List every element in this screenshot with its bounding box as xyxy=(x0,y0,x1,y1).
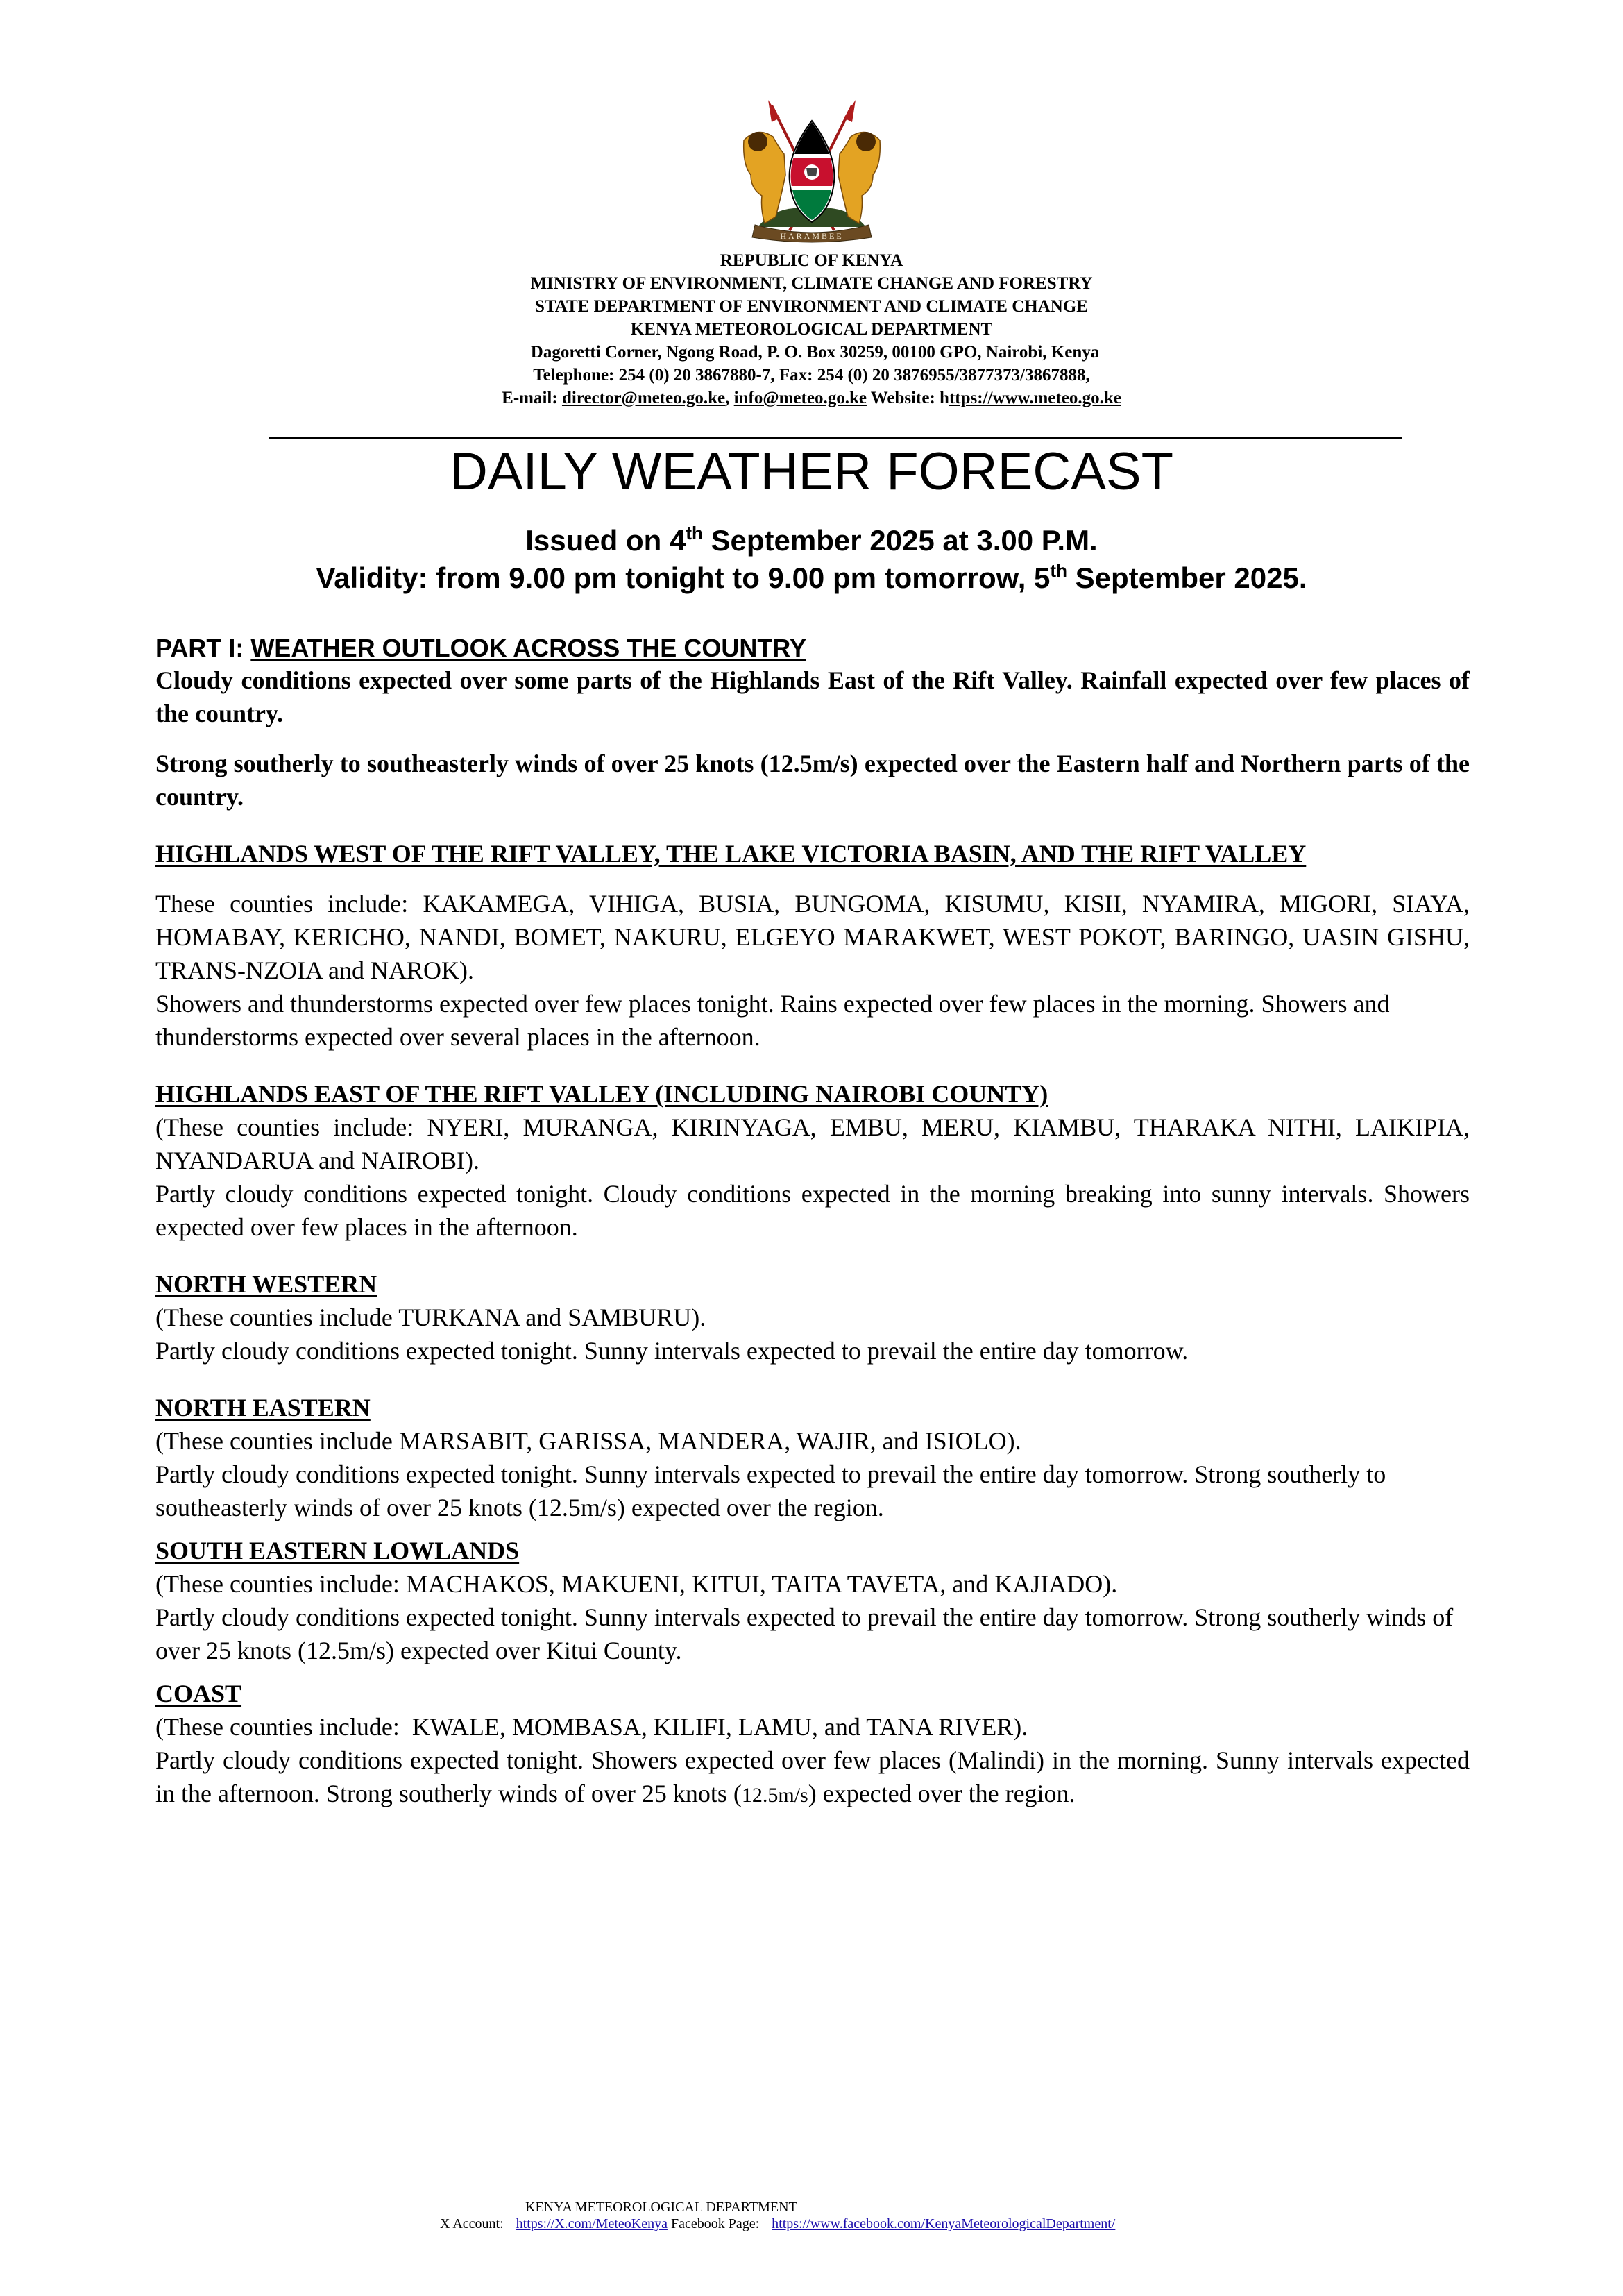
department-name: KENYA METEOROLOGICAL DEPARTMENT xyxy=(630,320,993,339)
region-counties: (These counties include: KWALE, MOMBASA, KILIFI, LAMU, and TANA RIVER). xyxy=(155,1713,1028,1741)
validity-ordinal: th xyxy=(1050,560,1067,581)
region-title: HIGHLANDS WEST OF THE RIFT VALLEY, THE LAKE VICTORIA BASIN, AND THE RIFT VALLEY xyxy=(155,840,1307,868)
region-title: NORTH WESTERN xyxy=(155,1270,377,1298)
region-coast xyxy=(155,1677,1470,1812)
ministry-name: MINISTRY OF ENVIRONMENT, CLIMATE CHANGE AND FORESTRY xyxy=(530,274,1093,293)
part-label: PART I: xyxy=(155,634,251,662)
validity-suffix: September 2025. xyxy=(1067,562,1307,594)
email-info-link[interactable]: info@meteo.go.ke xyxy=(733,389,867,407)
email-director-link[interactable]: director@meteo.go.ke xyxy=(561,389,726,407)
issue-info xyxy=(0,522,1623,597)
validity-prefix: Validity: from 9.00 pm tonight to 9.00 pm tomorrow, 5 xyxy=(316,562,1051,594)
region-highlands-west xyxy=(155,837,1470,1054)
region-north-eastern xyxy=(155,1391,1470,1524)
footer-social-links xyxy=(440,2215,1115,2232)
part-heading xyxy=(155,633,1470,664)
country-name: REPUBLIC OF KENYA xyxy=(720,251,903,270)
state-department-name: STATE DEPARTMENT OF ENVIRONMENT AND CLIMATE CHANGE xyxy=(535,297,1088,316)
region-counties: (These counties include TURKANA and SAMBURU). xyxy=(155,1303,706,1331)
website-label: Website: h xyxy=(866,389,949,407)
part-title: WEATHER OUTLOOK ACROSS THE COUNTRY xyxy=(250,634,806,662)
region-title: NORTH EASTERN xyxy=(155,1394,371,1421)
issued-line xyxy=(0,522,1623,559)
forecast-text-end: ) expected over the region. xyxy=(808,1780,1076,1807)
region-forecast: Showers and thunderstorms expected over few places tonight. Rains expected over few places in the morning. Showers and thunderstorms expected over several places in the afternoon. xyxy=(155,990,1390,1051)
region-forecast: Partly cloudy conditions expected tonight. Sunny intervals expected to prevail the entire day tomorrow. Strong southerly to southeasterly winds of over 25 knots (12.5m/s) expected over the region. xyxy=(155,1460,1386,1521)
region-north-western xyxy=(155,1267,1470,1367)
national-summary: Cloudy conditions expected over some parts of the Highlands East of the Rift Valley. Rainfall expected over few places of the country. xyxy=(155,666,1470,727)
region-counties: (These counties include: MACHAKOS, MAKUENI, KITUI, TAITA TAVETA, and KAJIADO). xyxy=(155,1570,1118,1598)
region-forecast: Partly cloudy conditions expected tonight. Sunny intervals expected to prevail the entire day tomorrow. xyxy=(155,1337,1189,1365)
email-label: E-mail: xyxy=(502,389,562,407)
region-highlands-east xyxy=(155,1077,1470,1244)
region-forecast: Partly cloudy conditions expected tonight. Cloudy conditions expected in the morning breaking into sunny intervals. Showers expected over few places in the afternoon. xyxy=(155,1180,1470,1241)
page-title: DAILY WEATHER FORECAST xyxy=(449,442,1174,501)
footer-organization: KENYA METEOROLOGICAL DEPARTMENT xyxy=(525,2200,797,2215)
forecast-body xyxy=(155,633,1470,1812)
facebook-link[interactable]: https://www.facebook.com/KenyaMeteorologicalDepartment/ xyxy=(772,2216,1116,2231)
validity-line xyxy=(0,559,1623,597)
facebook-label: Facebook Page: xyxy=(667,2216,760,2231)
postal-address: Dagoretti Corner, Ngong Road, P. O. Box 30259, 00100 GPO, Nairobi, Kenya xyxy=(530,343,1100,362)
region-south-eastern-lowlands xyxy=(155,1534,1470,1667)
wind-speed-unit: 12.5m/s xyxy=(741,1784,808,1807)
wind-summary: Strong southerly to southeasterly winds of over 25 knots (12.5m/s) expected over the Eastern half and Northern parts of the country. xyxy=(155,750,1470,811)
issued-suffix: September 2025 at 3.00 P.M. xyxy=(702,524,1098,557)
x-account-link[interactable]: https://X.com/MeteoKenya xyxy=(516,2216,668,2231)
svg-text:HARAMBEE: HARAMBEE xyxy=(780,231,844,241)
letterhead xyxy=(0,249,1623,410)
region-forecast xyxy=(155,1744,1470,1812)
issued-ordinal: th xyxy=(686,523,703,543)
region-title: COAST xyxy=(155,1680,242,1707)
region-forecast: Partly cloudy conditions expected tonight. Sunny intervals expected to prevail the entire day tomorrow. Strong southerly winds of over 25 knots (12.5m/s) expected over Kitui County. xyxy=(155,1603,1454,1664)
forecast-text: Partly cloudy conditions expected tonight. Showers expected over few places (Malindi) in the morning. Sunny intervals expected in the afternoon. Strong southerly winds of over 25 knots ( xyxy=(155,1746,1470,1807)
x-account-label: X Account: xyxy=(440,2216,504,2231)
kenya-coat-of-arms-icon xyxy=(730,99,894,244)
issued-prefix: Issued on 4 xyxy=(525,524,686,557)
telephone-fax: Telephone: 254 (0) 20 3867880-7, Fax: 254 (0) 20 3876955/3877373/3867888, xyxy=(533,366,1090,385)
region-title: SOUTH EASTERN LOWLANDS xyxy=(155,1537,520,1564)
website-link[interactable]: ttps://www.meteo.go.ke xyxy=(949,389,1121,407)
separator: , xyxy=(725,389,734,407)
contact-line xyxy=(0,387,1623,410)
region-counties: These counties include: KAKAMEGA, VIHIGA, BUSIA, BUNGOMA, KISUMU, KISII, NYAMIRA, MIGORI, SIAYA, HOMABAY, KERICHO, NANDI, BOMET, NAKURU, ELGEYO MARAKWET, WEST POKOT, BARINGO, UASIN GISHU, TRANS-NZOIA and NAROK). xyxy=(155,890,1470,984)
region-counties: (These counties include MARSABIT, GARISSA, MANDERA, WAJIR, and ISIOLO). xyxy=(155,1427,1021,1455)
region-counties: (These counties include: NYERI, MURANGA, KIRINYAGA, EMBU, MERU, KIAMBU, THARAKA NITHI, LAIKIPIA, NYANDARUA and NAIROBI). xyxy=(155,1113,1470,1174)
region-title: HIGHLANDS EAST OF THE RIFT VALLEY (INCLUDING NAIROBI COUNTY) xyxy=(155,1080,1048,1108)
